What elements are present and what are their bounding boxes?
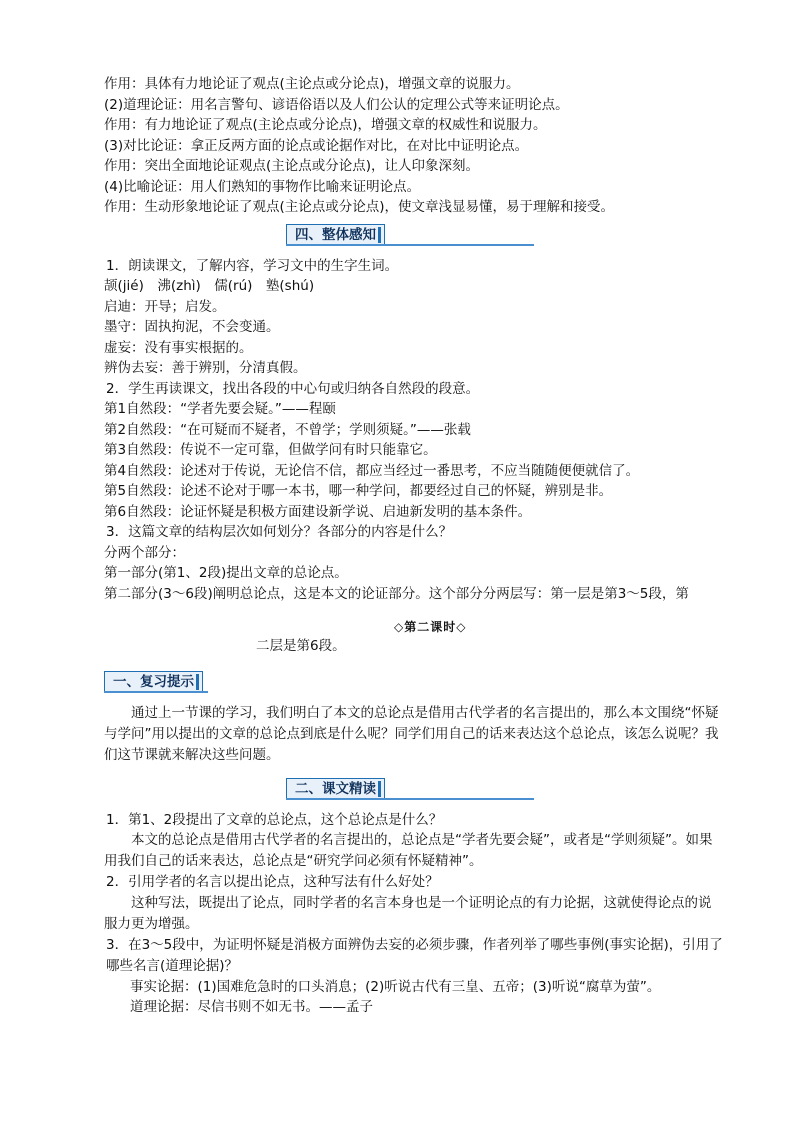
text-line: 墨守：固执拘泥，不会变通。: [104, 319, 280, 335]
text-line: 二层是第6段。: [256, 638, 346, 654]
lesson-title-text: ◇第二课时◇: [394, 620, 467, 634]
text-line: 分两个部分：: [104, 544, 185, 561]
text-line: 作用：有力地论证了观点(主论点或分论点)，增强文章的权威性和说服力。: [104, 117, 547, 133]
text-line: 颉(jié) 沸(zhì) 儒(rú) 塾(shú): [104, 278, 315, 294]
text-line: 第一部分(第1、2段)提出文章的总论点。: [104, 565, 348, 581]
text-line: 1．朗读课文，了解内容，学习文中的生字生词。: [106, 257, 399, 274]
section-heading-review: [104, 671, 724, 695]
text-line: (4)比喻论证：用人们熟知的事物作比喻来证明论点。: [104, 178, 421, 195]
text-line: 第2自然段：“在可疑而不疑者，不曾学；学则须疑。”——张载: [104, 421, 471, 438]
text-line: (3)对比论证：拿正反两方面的论点或论据作对比，在对比中证明论点。: [104, 137, 529, 154]
heading-rule: [104, 691, 208, 693]
section-title: 四、整体感知: [286, 224, 385, 246]
text-line: 第二部分(3～6段)阐明总论点，这是本文的论证部分。这个部分分两层写：第一层是第3～5段，第: [104, 585, 689, 602]
question-3: 3．在3～5段中，为证明怀疑是消极方面辨伪去妄的必须步骤，作者列举了哪些事例(事实论据)，引用了哪些名言(道理论据)？: [106, 936, 723, 974]
heading-rule: [286, 798, 534, 800]
question-1: 1．第1、2段提出了文章的总论点，这个总论点是什么？: [106, 811, 443, 828]
answer-2: 这种写法，既提出了论点，同时学者的名言本身也是一个证明论点的有力论据，这就使得论点的说服力更为增强。: [104, 894, 712, 932]
text-line: 启迪：开导；启发。: [104, 298, 226, 315]
argument-methods-block: [104, 74, 724, 218]
heading-rule: [286, 244, 534, 246]
text-line: 第6自然段：论证怀疑是积极方面建设新学说、启迪新发明的基本条件。: [104, 503, 532, 520]
section-heading-close-reading: [104, 778, 724, 802]
fact-evidence: 事实论据：(1)国难危急时的口头消息；(2)听说古代有三皇、五帝；(3)听说“腐草为萤”。: [130, 978, 661, 995]
lesson-two-title: [104, 618, 724, 636]
close-reading-block: [104, 810, 724, 1018]
text-line: 2．学生再读课文，找出各段的中心句或归纳各自然段的段意。: [106, 380, 480, 397]
overall-perception-block: [104, 256, 724, 605]
text-line: 第4自然段：论述对于传说，无论信不信，都应当经过一番思考，不应当随随便便就信了。: [104, 462, 640, 479]
section-title: 一、复习提示: [104, 671, 203, 693]
text-line: 作用：生动形象地论证了观点(主论点或分论点)，使文章浅显易懂，易于理解和接受。: [104, 199, 615, 215]
text-line: 第3自然段：传说不一定可靠，但做学问有时只能靠它。: [104, 442, 437, 458]
text-line: (2)道理论证：用名言警句、谚语俗语以及人们公认的定理公式等来证明论点。: [104, 96, 569, 113]
question-2: 2．引用学者的名言以提出论点，这种写法有什么好处？: [106, 874, 439, 890]
section-title: 二、课文精读: [286, 778, 385, 800]
text-line: 作用：突出全面地论证观点(主论点或分论点)，让人印象深刻。: [104, 158, 480, 174]
text-line: 3．这篇文章的结构层次如何划分？各部分的内容是什么？: [106, 524, 453, 540]
text-line: 虚妄：没有事实根据的。: [104, 339, 253, 356]
reason-evidence: 道理论据：尽信书则不如无书。——孟子: [130, 999, 373, 1015]
text-line: 第1自然段：“学者先要会疑。”——程颐: [104, 401, 336, 417]
answer-1: 本文的总论点是借用古代学者的名言提出的，总论点是“学者先要会疑”，或者是“学则须疑”。如果用我们自己的话来表达，总论点是“研究学问必须有怀疑精神”。: [104, 832, 713, 869]
document-page: [104, 74, 724, 1018]
text-line: 作用：具体有力地论证了观点(主论点或分论点)，增强文章的说服力。: [104, 76, 520, 92]
text-line: 第5自然段：论述不论对于哪一本书，哪一种学问，都要经过自己的怀疑，辨别是非。: [104, 483, 613, 499]
review-paragraph: 通过上一节课的学习，我们明白了本文的总论点是借用古代学者的名言提出的，那么本文围绕“怀疑与学问”用以提出的文章的总论点到底是什么呢？同学们用自己的话来表达这个总论点，该怎么说呢？我们这节课就来解决这些问题。: [104, 704, 719, 763]
section-heading-overall-perception: [104, 224, 724, 248]
text-line: 辨伪去妄：善于辨别，分清真假。: [104, 360, 307, 376]
